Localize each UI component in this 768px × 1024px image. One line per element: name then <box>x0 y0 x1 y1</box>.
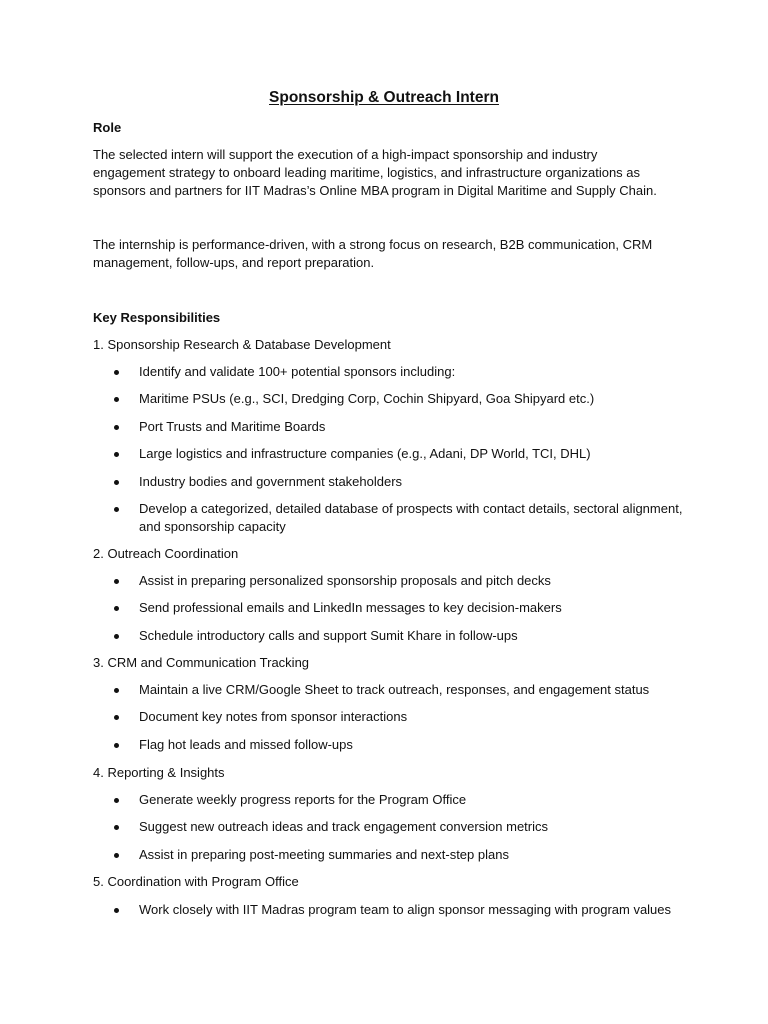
section-list-outreach <box>93 572 693 654</box>
section-list-crm <box>93 681 693 763</box>
bullet-icon <box>114 634 119 639</box>
list-item <box>93 901 693 919</box>
list-item <box>93 627 693 645</box>
bullet-icon <box>114 908 119 913</box>
section-list-coordination <box>93 901 693 928</box>
list-item <box>93 681 693 699</box>
list-item-text: Assist in preparing post-meeting summaries and next-step plans <box>139 846 509 862</box>
role-paragraph-1: The selected intern will support the execution of a high-impact sponsorship and industry engagement strategy to onboard leading maritime, logistics, and infrastructure organizations as sponsors and partners for IIT Madras’s Online MBA program in Digital Maritime and Supply Chain. <box>93 147 657 198</box>
list-item <box>93 473 693 491</box>
list-item-text: Work closely with IIT Madras program team to align sponsor messaging with program values <box>139 902 672 917</box>
list-item-text: Develop a categorized, detailed database of prospects with contact details, sectoral alignment, and sponsorship capacity <box>139 500 683 534</box>
list-item-text: Flag hot leads and missed follow-ups <box>139 736 353 752</box>
bullet-icon <box>114 825 119 830</box>
bullet-icon <box>114 606 119 611</box>
bullet-icon <box>114 507 119 512</box>
section-list-reporting <box>93 791 693 873</box>
section-title-research: 1. Sponsorship Research & Database Development <box>93 337 391 352</box>
list-item-text: Document key notes from sponsor interactions <box>139 709 408 725</box>
responsibilities-heading: Key Responsibilities <box>93 310 221 325</box>
list-item <box>93 599 693 617</box>
bullet-icon <box>114 370 119 375</box>
list-item <box>93 736 693 754</box>
document-title: Sponsorship & Outreach Intern <box>269 89 499 106</box>
bullet-icon <box>114 688 119 693</box>
role-paragraph-2: The internship is performance-driven, with a strong focus on research, B2B communication, CRM management, follow-ups, and report preparation. <box>93 237 653 270</box>
list-item <box>93 846 693 864</box>
list-item <box>93 708 693 726</box>
list-item-text: Schedule introductory calls and support Sumit Khare in follow-ups <box>139 627 518 643</box>
role-heading: Role <box>93 120 122 135</box>
list-item-text: Identify and validate 100+ potential sponsors including: <box>139 364 456 379</box>
section-title-coordination: 5. Coordination with Program Office <box>93 874 299 889</box>
list-item <box>93 818 693 836</box>
bullet-icon <box>114 798 119 803</box>
list-item <box>93 445 693 463</box>
list-item <box>93 791 693 809</box>
list-item-text: Industry bodies and government stakeholders <box>139 473 403 489</box>
bullet-icon <box>114 853 119 858</box>
section-list-research <box>93 363 693 545</box>
list-item <box>93 500 693 536</box>
list-item <box>93 390 693 408</box>
list-item-text: Port Trusts and Maritime Boards <box>139 418 326 434</box>
list-item <box>93 418 693 436</box>
section-title-crm: 3. CRM and Communication Tracking <box>93 655 310 670</box>
bullet-icon <box>114 715 119 720</box>
section-title-reporting: 4. Reporting & Insights <box>93 765 225 780</box>
bullet-icon <box>114 480 119 485</box>
list-item-text: Large logistics and infrastructure companies (e.g., Adani, DP World, TCI, DHL) <box>139 446 591 462</box>
bullet-icon <box>114 452 119 457</box>
list-item-text: Send professional emails and LinkedIn messages to key decision-makers <box>139 600 562 616</box>
list-item-text: Generate weekly progress reports for the Program Office <box>139 792 467 807</box>
list-item-text: Maritime PSUs (e.g., SCI, Dredging Corp, Cochin Shipyard, Goa Shipyard etc.) <box>139 391 595 407</box>
list-item-text: Maintain a live CRM/Google Sheet to track outreach, responses, and engagement status <box>139 682 650 697</box>
bullet-icon <box>114 743 119 748</box>
section-title-outreach: 2. Outreach Coordination <box>93 546 239 561</box>
list-item-text: Assist in preparing personalized sponsorship proposals and pitch decks <box>139 573 551 588</box>
list-item <box>93 363 693 381</box>
bullet-icon <box>114 579 119 584</box>
bullet-icon <box>114 397 119 402</box>
bullet-icon <box>114 425 119 430</box>
list-item <box>93 572 693 590</box>
list-item-text: Suggest new outreach ideas and track engagement conversion metrics <box>139 819 549 835</box>
